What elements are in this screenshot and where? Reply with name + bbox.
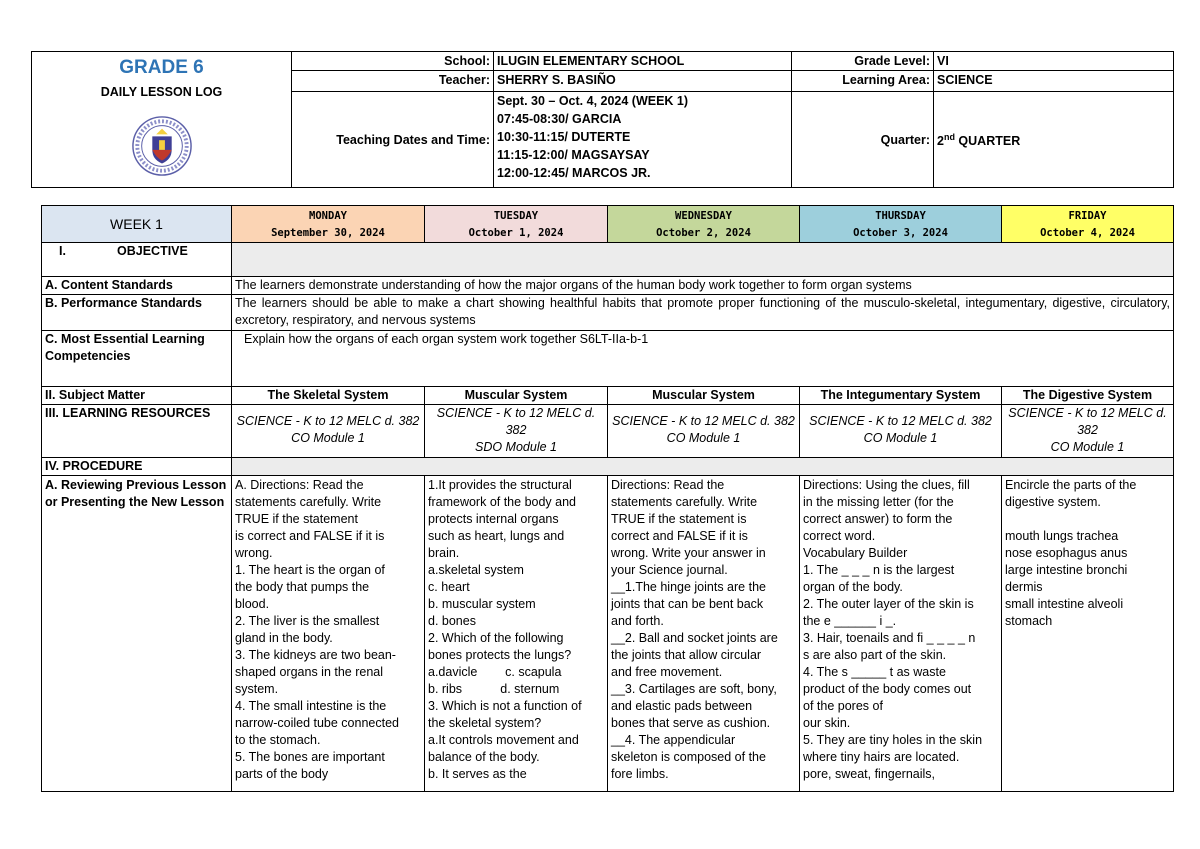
- teaching-dates-value: [494, 92, 792, 188]
- day-header-tuesday: TUESDAY October 1, 2024: [425, 206, 608, 243]
- subject-matter-label: II. Subject Matter: [42, 387, 232, 405]
- school-label: School:: [292, 52, 494, 71]
- objective-cell: [232, 243, 1174, 277]
- melc-label: C. Most Essential Learning Competencies: [42, 331, 232, 387]
- day-header-monday: MONDAY September 30, 2024: [232, 206, 425, 243]
- reviewing-tuesday: 1.It provides the structural framework of the body and protects internal organs such as heart, lungs and brain. a.skeletal system c. heart b. muscular system d. bones 2. Which of the following bones protects the lungs? a.davicle c. scapula b. ribs d. sternum 3. Which is not a function of the skeletal system? a.It controls movement and balance of the body. b. It serves as the: [425, 476, 608, 792]
- dates-line: 11:15-12:00/ MAGSAYSAY: [497, 148, 650, 162]
- melc-value: Explain how the organs of each organ system work together S6LT-IIa-b-1: [232, 331, 1174, 387]
- reviewing-thursday: Directions: Using the clues, fill in the missing letter (for the correct answer) to form the correct word. Vocabulary Builder 1. The _ _ _ n is the largest organ of the body. 2. The outer layer of the skin is the e ______ i _. 3. Hair, toenails and fi _ _ _ _ n s are also part of the skin. 4. The s _____ t as waste product of the body comes out of the pores of our skin. 5. They are tiny holes in the skin where tiny hairs are located. pore, sweat, fingernails,: [800, 476, 1002, 792]
- lesson-log-table: [41, 205, 1174, 792]
- reviewing-wednesday: Directions: Read the statements carefully. Write TRUE if the statement is correct and FALSE if it is wrong. Write your answer in your Science journal. __1.The hinge joints are the joints that can be bent back and forth. __2. Ball and socket joints are the joints that allow circular and free movement. __3. Cartilages are soft, bony, and elastic pads between bones that serve as cushion. __4. The appendicular skeleton is composed of the fore limbs.: [608, 476, 800, 792]
- day-header-wednesday: WEDNESDAY October 2, 2024: [608, 206, 800, 243]
- deped-seal-icon: [131, 115, 193, 177]
- content-standards-label: A. Content Standards: [42, 277, 232, 295]
- grade-title: GRADE 6: [119, 57, 204, 78]
- teacher-value: SHERRY S. BASIÑO: [494, 71, 792, 92]
- resources-monday: SCIENCE - K to 12 MELC d. 382 CO Module 1: [232, 405, 425, 458]
- dates-line: 07:45-08:30/ GARCIA: [497, 112, 622, 126]
- day-header-thursday: THURSDAY October 3, 2024: [800, 206, 1002, 243]
- subject-monday: The Skeletal System: [232, 387, 425, 405]
- quarter-value: 2nd QUARTER: [934, 92, 1174, 188]
- reviewing-monday: A. Directions: Read the statements carefully. Write TRUE if the statement is correct and FALSE if it is wrong. 1. The heart is the organ of the body that pumps the blood. 2. The liver is the smallest gland in the body. 3. The kidneys are two bean- shaped organs in the renal system. 4. The small intestine is the narrow-coiled tube connected to the stomach. 5. The bones are important parts of the body: [232, 476, 425, 792]
- header-table: [31, 51, 1174, 188]
- grade-level-label: Grade Level:: [792, 52, 934, 71]
- procedure-label: IV. PROCEDURE: [42, 458, 232, 476]
- reviewing-friday: Encircle the parts of the digestive system. mouth lungs trachea nose esophagus anus large intestine bronchi dermis small intestine alveoli stomach: [1002, 476, 1174, 792]
- dates-line: Sept. 30 – Oct. 4, 2024 (WEEK 1): [497, 94, 689, 108]
- school-value: ILUGIN ELEMENTARY SCHOOL: [494, 52, 792, 71]
- performance-standards-label: B. Performance Standards: [42, 295, 232, 331]
- learning-area-value: SCIENCE: [934, 71, 1174, 92]
- dates-line: 12:00-12:45/ MARCOS JR.: [497, 166, 651, 180]
- resources-tuesday: SCIENCE - K to 12 MELC d. 382 SDO Module 1: [425, 405, 608, 458]
- dates-line: 10:30-11:15/ DUTERTE: [497, 130, 631, 144]
- subject-friday: The Digestive System: [1002, 387, 1174, 405]
- daily-lesson-log-title: DAILY LESSON LOG: [100, 85, 223, 99]
- procedure-cell: [232, 458, 1174, 476]
- subject-wednesday: Muscular System: [608, 387, 800, 405]
- week-label: WEEK 1: [42, 206, 232, 243]
- day-header-friday: FRIDAY October 4, 2024: [1002, 206, 1174, 243]
- title-cell: [32, 52, 292, 188]
- content-standards-value: The learners demonstrate understanding of how the major organs of the human body work together to form organ systems: [232, 277, 1174, 295]
- objective-heading: I. OBJECTIVE: [42, 243, 232, 277]
- resources-thursday: SCIENCE - K to 12 MELC d. 382 CO Module 1: [800, 405, 1002, 458]
- subject-tuesday: Muscular System: [425, 387, 608, 405]
- resources-friday: SCIENCE - K to 12 MELC d. 382 CO Module 1: [1002, 405, 1174, 458]
- grade-level-value: VI: [934, 52, 1174, 71]
- subject-thursday: The Integumentary System: [800, 387, 1002, 405]
- teacher-label: Teacher:: [292, 71, 494, 92]
- learning-resources-label: III. LEARNING RESOURCES: [42, 405, 232, 458]
- learning-area-label: Learning Area:: [792, 71, 934, 92]
- quarter-label: Quarter:: [792, 92, 934, 188]
- reviewing-label: A. Reviewing Previous Lesson or Presenting the New Lesson: [42, 476, 232, 792]
- resources-wednesday: SCIENCE - K to 12 MELC d. 382 CO Module 1: [608, 405, 800, 458]
- teaching-dates-label: Teaching Dates and Time:: [292, 92, 494, 188]
- performance-standards-value: The learners should be able to make a chart showing healthful habits that promote proper functioning of the musculo-skeletal, integumentary, digestive, circulatory, excretory, respiratory, and nervous systems: [232, 295, 1174, 331]
